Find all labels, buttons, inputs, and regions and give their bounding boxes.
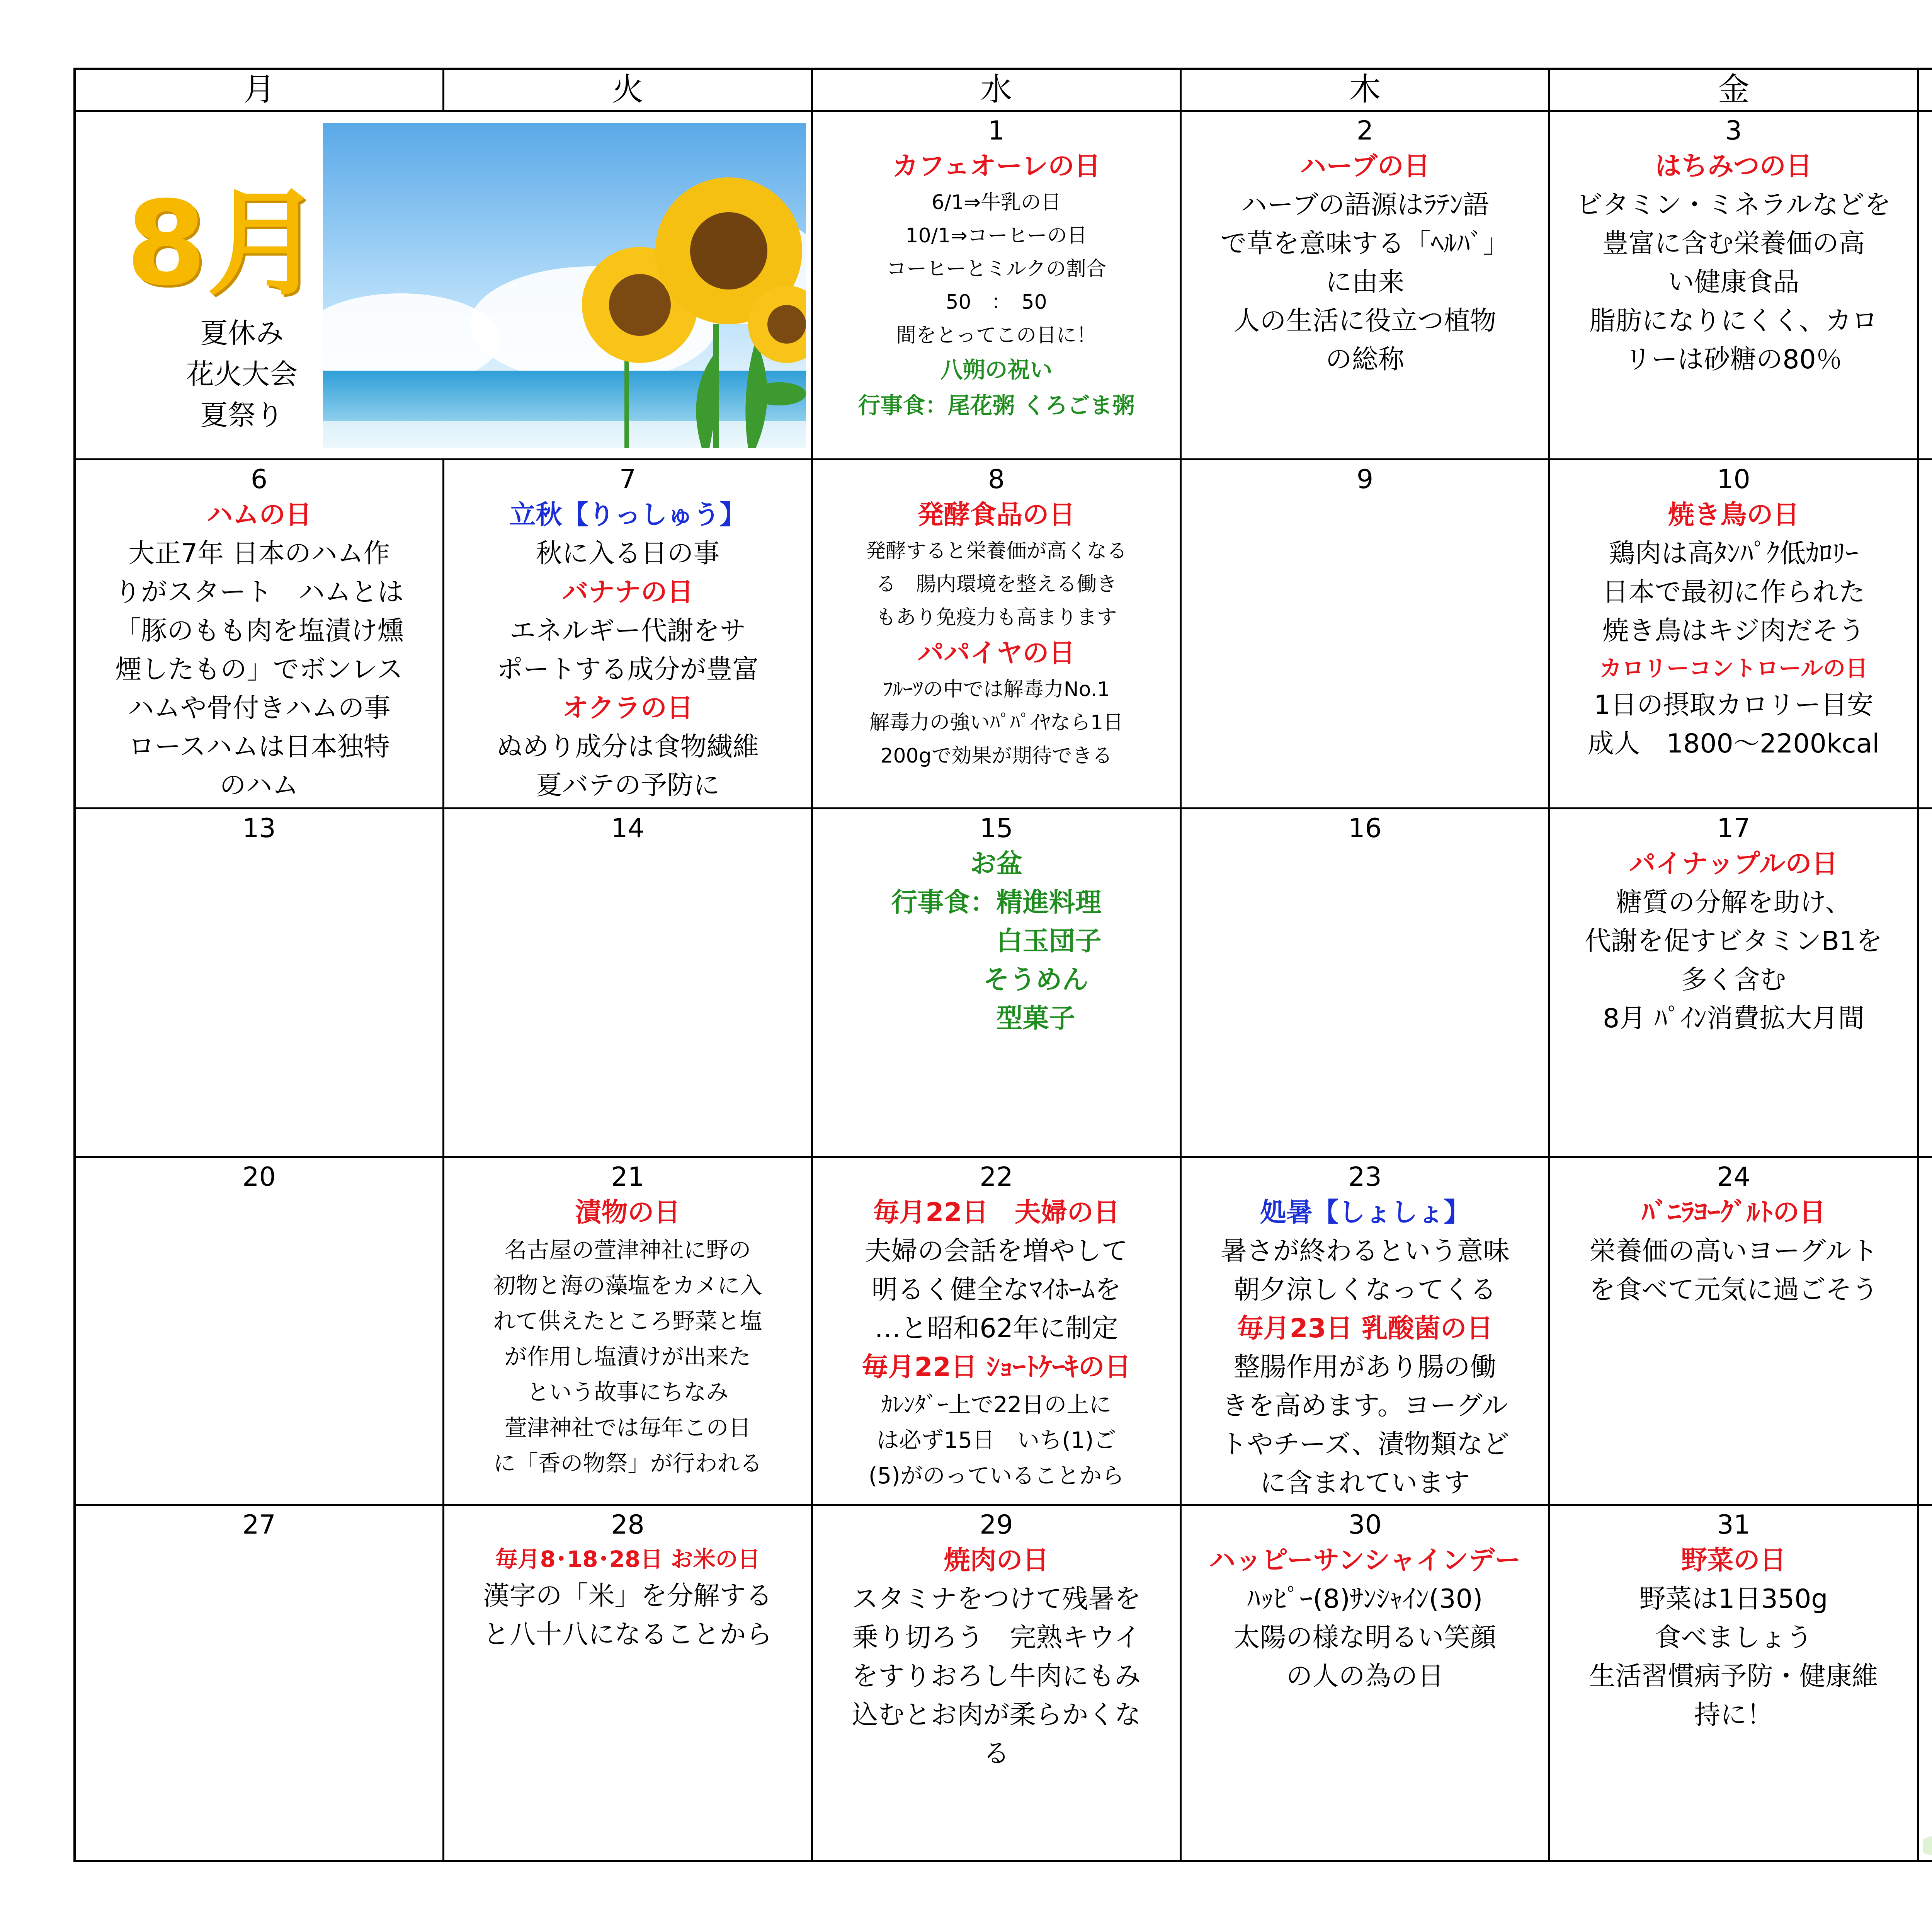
event-text <box>1919 919 1932 958</box>
event-text: 生活習慣病予防・健康維 <box>1589 1661 1878 1692</box>
day-cell <box>1550 112 1919 460</box>
event-text: ﾊｯﾋﾟｰ(8)ｻﾝｼｬｲﾝ(30) <box>1247 1584 1483 1614</box>
event-text: 朝夕涼しくなってくる <box>1233 1275 1497 1305</box>
event-text: 発酵食品の日 <box>917 500 1075 530</box>
event-text: リーは砂糖の80％ <box>1625 344 1842 375</box>
day-cell <box>444 1158 813 1506</box>
event-text: エネルギー代謝をサ <box>509 616 746 646</box>
event-text: 秋に入る日の事 <box>536 538 720 569</box>
event-text: に「香の物祭」が行われる <box>493 1450 762 1476</box>
sunflower-illustration <box>323 123 806 448</box>
day-cell <box>76 112 813 460</box>
weekday-header: 月 <box>76 70 444 112</box>
event-text: 人の生活に役立つ植物 <box>1233 306 1497 336</box>
month-event: 夏休み <box>200 317 284 349</box>
event-text: 「豚のもも肉を塩漬け燻 <box>114 616 404 646</box>
day-cell <box>444 1506 813 1860</box>
event-text: カロリーコントロールの日 <box>1599 655 1868 681</box>
event-text: が作用し塩漬けが出来た <box>504 1343 751 1370</box>
event-text: 毎月8･18･28日 お米の日 <box>495 1546 760 1572</box>
day-cell <box>1919 809 1932 1158</box>
day-number: 9 <box>1356 464 1374 495</box>
event-text: …と昭和62年に制定 <box>874 1313 1118 1344</box>
day-cell <box>1919 460 1932 809</box>
event-text: ビタミン・ミネラルなどを <box>1576 190 1891 220</box>
event-text: 立秋【りっしゅう】 <box>509 500 746 530</box>
weekday-header: 金 <box>1550 70 1919 112</box>
event-text: 行事食：尾花粥 くろごま粥 <box>858 392 1135 419</box>
event-text: をすりおろし牛肉にもみ <box>852 1661 1141 1692</box>
event-text: そうめん <box>904 965 1088 995</box>
event-text: ハムや骨付きハムの事 <box>128 693 391 724</box>
event-text: 明るく健全なﾏｲﾎｰﾑを <box>871 1275 1121 1305</box>
day-number: 10 <box>1717 464 1750 495</box>
event-text: ポートする成分が豊富 <box>497 654 759 685</box>
event-text: ｶﾚﾝﾀﾞｰ上で22日の上に <box>881 1391 1112 1418</box>
event-text: の総称 <box>1325 344 1405 375</box>
event-text: はちみつの日 <box>1655 151 1812 182</box>
event-text: 6/1⇒牛乳の日 <box>931 191 1061 214</box>
event-text: コーヒーとミルクの割合 <box>886 257 1106 281</box>
event-text: カフェオーレの日 <box>892 151 1101 182</box>
event-text: は必ず15日 いち(1)ご <box>876 1427 1116 1453</box>
event-text: に由来 <box>1325 267 1405 298</box>
day-number <box>1919 1161 1932 1193</box>
event-text: れて供えたところ野菜と塩 <box>493 1308 762 1334</box>
day-cell <box>444 460 813 809</box>
event-text: 発酵すると栄養価が高くなる <box>866 540 1127 563</box>
day-cell <box>1919 1506 1932 1860</box>
day-number: 6 <box>250 464 268 495</box>
event-text: バナナの日 <box>562 577 694 608</box>
event-text <box>1919 379 1932 415</box>
day-number <box>1919 812 1932 845</box>
day-number: 30 <box>1348 1510 1382 1540</box>
event-text: 多く含む <box>1681 965 1786 995</box>
event-text: 整腸作用があり腸の働 <box>1233 1352 1497 1382</box>
event-text: 豊富に含む栄養価の高 <box>1602 228 1865 259</box>
event-text: お盆 <box>970 849 1023 879</box>
day-cell <box>76 809 444 1158</box>
event-text: 乗り切ろう 完熟キウイ <box>852 1622 1141 1653</box>
day-cell <box>813 1506 1182 1860</box>
event-text <box>1919 1309 1932 1348</box>
day-cell <box>76 1158 444 1506</box>
day-number: 28 <box>611 1510 645 1540</box>
day-number: 8 <box>988 464 1005 495</box>
event-text: 10/1⇒コーヒーの日 <box>905 224 1087 247</box>
event-text <box>1919 1387 1932 1425</box>
event-text: 白玉団子 <box>891 926 1102 957</box>
day-number: 2 <box>1356 116 1374 146</box>
event-text: りがスタート ハムとは <box>114 577 404 608</box>
day-number: 16 <box>1348 813 1382 844</box>
event-text: 持に！ <box>1694 1700 1773 1730</box>
event-text: ハッピーサンシャインデー <box>1209 1545 1521 1576</box>
day-number: 24 <box>1717 1162 1750 1192</box>
day-cell <box>1550 1506 1919 1860</box>
event-text <box>1919 263 1932 302</box>
day-number <box>1919 463 1932 496</box>
event-text <box>1919 415 1932 450</box>
event-text: という故事にちなみ <box>527 1379 729 1405</box>
month-event: 夏祭り <box>200 399 284 431</box>
event-text: ﾌﾙｰﾂの中では解毒力No.1 <box>883 678 1110 701</box>
event-text <box>1919 302 1932 340</box>
event-text: で草を意味する「ﾍﾙﾊﾞ」 <box>1220 228 1510 259</box>
event-text: 栄養価の高いヨーグルト <box>1589 1236 1878 1267</box>
day-cell <box>1550 460 1919 809</box>
event-text <box>1919 612 1932 650</box>
day-number: 23 <box>1348 1162 1382 1192</box>
day-cell <box>1919 1158 1932 1506</box>
event-text: 太陽の様な明るい笑顔 <box>1233 1622 1497 1653</box>
event-text: 毎月23日 乳酸菌の日 <box>1237 1313 1493 1344</box>
event-text: スタミナをつけて残暑を <box>852 1584 1141 1614</box>
event-text: パイナップルの日 <box>1629 849 1838 879</box>
day-number <box>1919 115 1932 147</box>
weekday-header <box>1919 70 1932 112</box>
event-text: 食べましょう <box>1655 1622 1813 1653</box>
event-text: (5)がのっていることから <box>868 1462 1124 1489</box>
event-text: 鶏肉は高ﾀﾝﾊﾟｸ低ｶﾛﾘｰ <box>1609 538 1859 569</box>
event-text: 萱津神社では毎年この日 <box>504 1415 751 1441</box>
event-text: ぬめり成分は食物繊維 <box>496 732 759 762</box>
event-text: 大正7年 日本のハム作 <box>128 538 390 569</box>
event-text: 毎月22日 ｼｮｰﾄｹｰｷの日 <box>862 1352 1131 1382</box>
event-text: る <box>983 1738 1010 1769</box>
day-cell <box>1182 460 1550 809</box>
event-text: きを高めます。ヨーグル <box>1222 1391 1508 1421</box>
event-text: 初物と海の藻塩をカメに入 <box>493 1272 762 1299</box>
event-text <box>1919 1271 1932 1309</box>
event-text: 野菜は1日350g <box>1639 1584 1828 1614</box>
event-text: 解毒力の強いﾊﾟﾊﾟｲﾔなら1日 <box>869 711 1124 734</box>
event-text: 暑さが終わるという意味 <box>1220 1236 1510 1267</box>
weekday-header: 火 <box>444 70 813 112</box>
day-number: 29 <box>980 1510 1013 1540</box>
day-cell <box>1182 1158 1550 1506</box>
event-text: 漢字の「米」を分解する <box>483 1581 772 1611</box>
day-cell <box>444 809 813 1158</box>
day-number: 14 <box>611 813 645 844</box>
event-text <box>1919 880 1932 919</box>
event-text: もあり免疫力も高まります <box>876 606 1117 629</box>
day-cell <box>813 809 1182 1158</box>
event-text: 毎月22日 夫婦の日 <box>873 1197 1120 1228</box>
event-text: 脂肪になりにくく、カロ <box>1589 306 1878 336</box>
day-cell <box>813 112 1182 460</box>
month-event: 花火大会 <box>186 358 298 390</box>
event-text: 夏バテの予防に <box>536 770 720 801</box>
day-cell <box>1919 112 1932 460</box>
event-text: 型菓子 <box>917 1003 1075 1034</box>
event-text: 日本で最初に作られた <box>1602 577 1865 608</box>
month-title: 8月 <box>126 176 323 311</box>
event-text <box>1919 496 1932 535</box>
event-text: のハム <box>219 770 299 801</box>
event-text <box>1919 845 1932 880</box>
day-cell <box>76 1506 444 1860</box>
event-text: 八朔の祝い <box>940 357 1053 383</box>
event-text: 夫婦の会話を増やして <box>865 1236 1128 1267</box>
event-text <box>1919 147 1932 186</box>
event-text <box>1919 340 1932 379</box>
event-text: 1日の摂取カロリー目安 <box>1594 690 1874 720</box>
event-text: ハーブの日 <box>1300 151 1430 182</box>
day-number: 13 <box>242 813 276 844</box>
event-text <box>1919 535 1932 573</box>
event-text <box>1919 225 1932 263</box>
event-text: 代謝を促すビタミンB1を <box>1585 926 1883 957</box>
event-text: 糖質の分解を助け、 <box>1616 887 1852 918</box>
event-text: 込むとお肉が柔らかくな <box>852 1700 1141 1730</box>
day-number: 31 <box>1717 1510 1750 1540</box>
event-text: 焼き鳥の日 <box>1668 500 1799 530</box>
summer-festival-illustration <box>1923 1506 1932 1856</box>
event-text: 行事食：精進料理 <box>891 887 1102 918</box>
event-text: 間をとってこの日に！ <box>896 324 1097 347</box>
event-text: オクラの日 <box>562 693 693 724</box>
event-text: トやチーズ、漬物類など <box>1221 1429 1509 1460</box>
event-text: 50 ： 50 <box>946 291 1047 314</box>
day-number: 20 <box>242 1162 276 1192</box>
event-text: 野菜の日 <box>1681 1545 1786 1576</box>
day-number: 22 <box>980 1162 1013 1192</box>
day-cell <box>1550 809 1919 1158</box>
event-text: 漬物の日 <box>575 1197 680 1228</box>
event-text: 処暑【しょしょ】 <box>1260 1197 1470 1228</box>
event-text: 8月 ﾊﾟｲﾝ消費拡大月間 <box>1603 1003 1864 1034</box>
day-cell <box>1182 112 1550 460</box>
calendar-grid <box>73 68 1932 1862</box>
event-text: ロースハムは日本独特 <box>128 732 390 762</box>
event-text <box>1919 1348 1932 1387</box>
event-text: 成人 1800～2200kcal <box>1587 729 1880 759</box>
event-text: の人の為の日 <box>1286 1661 1444 1692</box>
event-text: 煙したもの」でボンレス <box>115 654 403 685</box>
day-number: 3 <box>1725 116 1742 146</box>
day-number: 1 <box>988 116 1005 146</box>
event-text <box>1919 1425 1932 1464</box>
event-text: に含まれています <box>1260 1468 1470 1498</box>
event-text: ﾊﾞﾆﾗﾖｰｸﾞﾙﾄの日 <box>1641 1197 1826 1228</box>
day-cell <box>1182 1506 1550 1860</box>
event-text: 200gで効果が期待できる <box>880 744 1112 768</box>
event-text <box>1919 1193 1932 1232</box>
day-cell <box>813 1158 1182 1506</box>
day-number: 17 <box>1717 813 1750 844</box>
event-text <box>1919 573 1932 612</box>
event-text: る 腸内環境を整える働き <box>876 573 1117 596</box>
day-cell <box>1550 1158 1919 1506</box>
weekday-header: 木 <box>1182 70 1550 112</box>
day-number: 27 <box>242 1510 276 1540</box>
event-text: 焼き鳥はキジ肉だそう <box>1602 616 1865 646</box>
event-text: ハーブの語源はﾗﾃﾝ語 <box>1241 190 1489 220</box>
day-cell <box>813 460 1182 809</box>
event-text: と八十八になることから <box>483 1619 772 1650</box>
day-number: 7 <box>619 464 636 495</box>
event-text: パパイヤの日 <box>917 638 1075 669</box>
weekday-header: 水 <box>813 70 1182 112</box>
day-number: 15 <box>980 813 1013 844</box>
day-number: 21 <box>611 1162 645 1192</box>
event-text: い健康食品 <box>1668 267 1799 298</box>
day-cell <box>76 460 444 809</box>
event-text: 焼肉の日 <box>944 1545 1049 1576</box>
event-text <box>1919 650 1932 689</box>
event-text: を食べて元気に過ごそう <box>1589 1275 1878 1305</box>
event-text: ハムの日 <box>206 500 312 530</box>
day-cell <box>1182 809 1550 1158</box>
event-text <box>1919 1232 1932 1271</box>
event-text <box>1919 186 1932 225</box>
event-text: 名古屋の萱津神社に野の <box>504 1237 751 1263</box>
